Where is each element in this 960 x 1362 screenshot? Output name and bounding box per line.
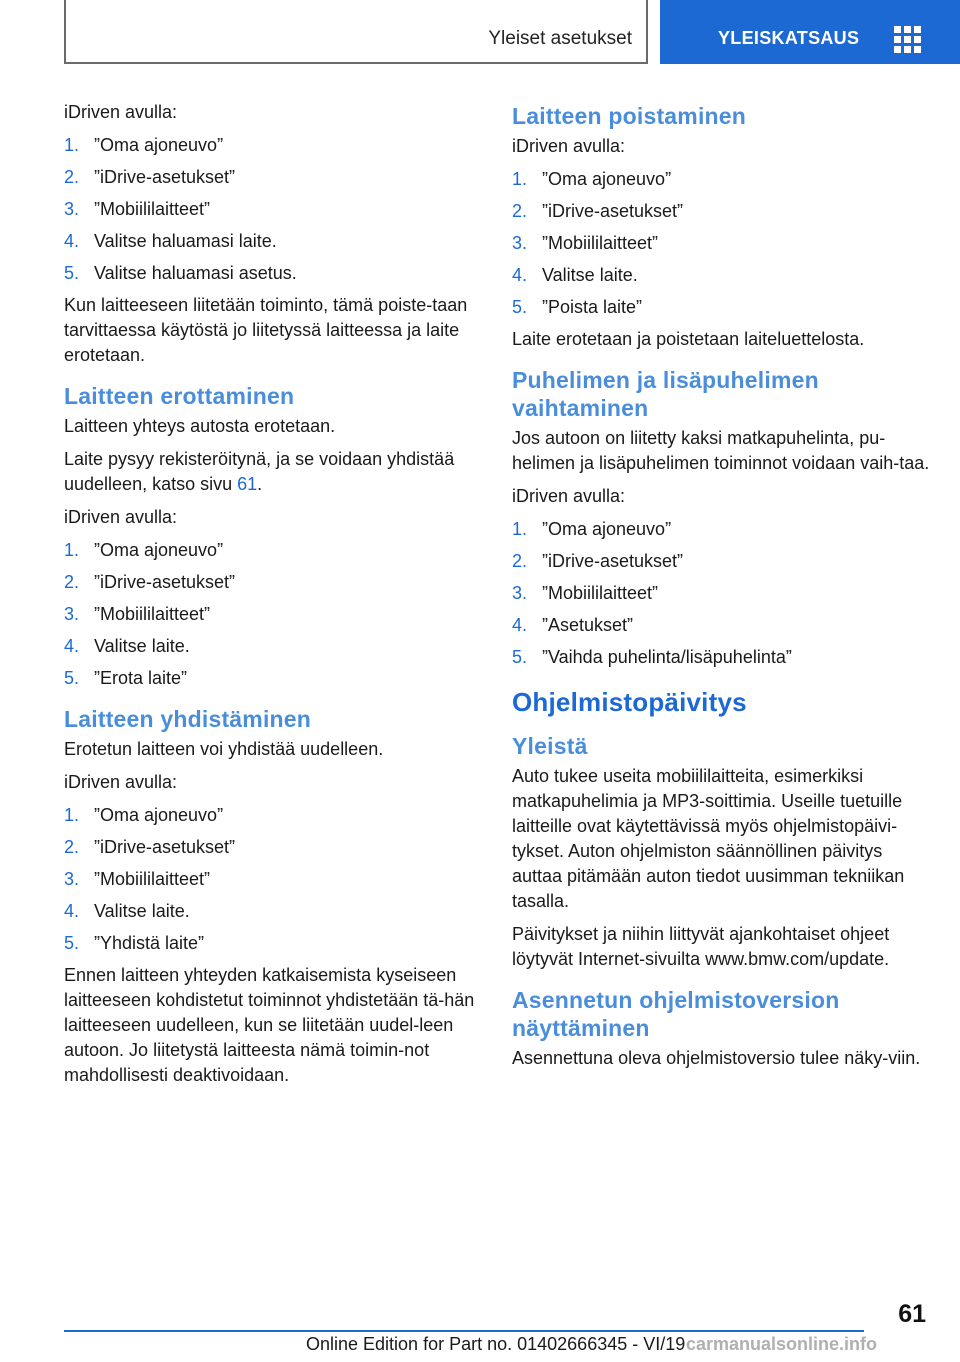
list-number: 3. bbox=[512, 583, 528, 603]
steps-list-1 bbox=[64, 133, 482, 286]
list-number: 2. bbox=[64, 837, 80, 857]
list-item-text: ”Mobiililaitteet” bbox=[542, 583, 659, 603]
list-item-text: ”Asetukset” bbox=[542, 615, 634, 635]
list-item-text: ”Oma ajoneuvo” bbox=[542, 169, 672, 189]
list-number: 1. bbox=[64, 540, 80, 560]
list-item-text: ”iDrive-asetukset” bbox=[542, 201, 684, 221]
list-number: 5. bbox=[64, 933, 80, 953]
list-item-text: ”Poista laite” bbox=[542, 297, 643, 317]
list-item bbox=[64, 538, 482, 563]
heading-versio: Asennetun ohjelmistoversion näyttäminen bbox=[512, 987, 840, 1041]
page-number: 61 bbox=[898, 1300, 926, 1328]
list-item-text: ”Oma ajoneuvo” bbox=[94, 805, 224, 825]
list-item bbox=[64, 867, 482, 892]
list-item bbox=[512, 167, 930, 192]
list-item bbox=[64, 133, 482, 158]
page-link[interactable]: 61 bbox=[237, 474, 258, 494]
list-number: 1. bbox=[512, 169, 528, 189]
paragraph: Erotetun laitteen voi yhdistää uudelleen. bbox=[64, 739, 384, 759]
list-item bbox=[64, 931, 482, 956]
list-item-text: ”Oma ajoneuvo” bbox=[94, 540, 224, 560]
list-item bbox=[64, 803, 482, 828]
list-item bbox=[64, 602, 482, 627]
list-number: 4. bbox=[64, 901, 80, 921]
list-item-text: Valitse haluamasi asetus. bbox=[94, 263, 297, 283]
footer-edition: Online Edition for Part no. 01402666345 - VI/19 bbox=[306, 1334, 686, 1354]
list-number: 3. bbox=[512, 233, 528, 253]
list-number: 5. bbox=[64, 668, 80, 688]
list-item bbox=[512, 645, 930, 670]
list-number: 2. bbox=[64, 167, 80, 187]
chapter-title: Yleiset asetukset bbox=[488, 28, 632, 49]
list-number: 4. bbox=[512, 265, 528, 285]
idrive-label: iDriven avulla: bbox=[512, 136, 626, 156]
paragraph: Kun laitteeseen liitetään toiminto, tämä poiste-taan tarvittaessa käytöstä jo liitetyssä laitteessa ja laite erotetaan. bbox=[64, 295, 468, 365]
list-item bbox=[64, 899, 482, 924]
paragraph: Laite erotetaan ja poistetaan laiteluettelosta. bbox=[512, 329, 865, 349]
heading-yleista: Yleistä bbox=[512, 733, 588, 759]
footer-watermark: carmanualsonline.info bbox=[686, 1334, 878, 1354]
list-number: 4. bbox=[64, 231, 80, 251]
heading-poistaminen: Laitteen poistaminen bbox=[512, 103, 747, 129]
intro-label: iDriven avulla: bbox=[64, 102, 178, 122]
paragraph: Auto tukee useita mobiililaitteita, esimerkiksi matkapuhelimia ja MP3-soittimia. Useille tuetuille laitteille ovat käytettävissä myös ohjelmistopäivi-tykset. Auton ohjelmiston säännöllinen päivitys auttaa pitämään auton tiedot uusimman tekniikan tasalla. bbox=[512, 766, 905, 911]
list-item-text: ”Mobiililaitteet” bbox=[94, 199, 211, 219]
list-number: 3. bbox=[64, 199, 80, 219]
heading-vaihtaminen: Puhelimen ja lisäpuhelimen vaihtaminen bbox=[512, 367, 819, 421]
footer-divider bbox=[64, 1330, 864, 1332]
list-item-text: ”iDrive-asetukset” bbox=[542, 551, 684, 571]
list-item-text: ”iDrive-asetukset” bbox=[94, 837, 236, 857]
steps-list-4 bbox=[512, 167, 930, 320]
idrive-label: iDriven avulla: bbox=[64, 507, 178, 527]
list-item bbox=[64, 261, 482, 286]
paragraph: Päivitykset ja niihin liittyvät ajankohtaiset ohjeet löytyvät Internet-sivuilta www.bmw.com/update. bbox=[512, 924, 890, 969]
list-item-text: ”Oma ajoneuvo” bbox=[94, 135, 224, 155]
list-item-text: ”Yhdistä laite” bbox=[94, 933, 205, 953]
list-item bbox=[64, 570, 482, 595]
list-number: 3. bbox=[64, 604, 80, 624]
heading-yhdistaminen: Laitteen yhdistäminen bbox=[64, 706, 312, 732]
header-chapter-box bbox=[64, 0, 648, 64]
list-item bbox=[512, 199, 930, 224]
paragraph: Laitteen yhteys autosta erotetaan. bbox=[64, 416, 336, 436]
left-column bbox=[64, 100, 482, 1096]
list-item-text: Valitse laite. bbox=[94, 636, 190, 656]
list-item bbox=[512, 231, 930, 256]
grid-icon bbox=[894, 26, 922, 54]
list-item-text: ”Vaihda puhelinta/lisäpuhelinta” bbox=[542, 647, 792, 667]
list-item-text: Valitse haluamasi laite. bbox=[94, 231, 277, 251]
list-number: 3. bbox=[64, 869, 80, 889]
list-item-text: Valitse laite. bbox=[542, 265, 638, 285]
list-item-text: ”Mobiililaitteet” bbox=[94, 604, 211, 624]
list-number: 5. bbox=[512, 647, 528, 667]
list-item bbox=[512, 549, 930, 574]
paragraph-with-link: Laite pysyy rekisteröitynä, ja se voidaan yhdistää uudelleen, katso sivu 61. bbox=[64, 449, 455, 494]
list-number: 5. bbox=[64, 263, 80, 283]
steps-list-5 bbox=[512, 517, 930, 670]
list-item bbox=[512, 581, 930, 606]
header-section-tab[interactable] bbox=[660, 0, 960, 64]
list-number: 1. bbox=[64, 805, 80, 825]
list-item-text: ”Erota laite” bbox=[94, 668, 188, 688]
list-item bbox=[512, 517, 930, 542]
list-item bbox=[512, 295, 930, 320]
right-column bbox=[512, 100, 930, 1079]
list-item bbox=[64, 229, 482, 254]
list-item-text: ”Mobiililaitteet” bbox=[94, 869, 211, 889]
idrive-label: iDriven avulla: bbox=[64, 772, 178, 792]
section-label: YLEISKATSAUS bbox=[718, 28, 860, 48]
list-number: 5. bbox=[512, 297, 528, 317]
list-item bbox=[64, 835, 482, 860]
steps-list-3 bbox=[64, 803, 482, 956]
steps-list-2 bbox=[64, 538, 482, 691]
list-item-text: ”iDrive-asetukset” bbox=[94, 572, 236, 592]
heading-erottaminen: Laitteen erottaminen bbox=[64, 383, 295, 409]
list-number: 2. bbox=[64, 572, 80, 592]
list-item bbox=[64, 197, 482, 222]
heading-ohjelmistopaivitys: Ohjelmistopäivitys bbox=[512, 687, 747, 717]
paragraph: Ennen laitteen yhteyden katkaisemista kyseiseen laitteeseen kohdistetut toiminnot yhdistetään tä-hän laitteeseen uudelleen, kun se liitetään uudel-leen autoon. Jo liitetystä laitteesta nämä toimin-not mahdollisesti deaktivoidaan. bbox=[64, 965, 475, 1085]
list-item bbox=[512, 263, 930, 288]
list-number: 4. bbox=[512, 615, 528, 635]
paragraph: Asennettuna oleva ohjelmistoversio tulee näky-viin. bbox=[512, 1048, 921, 1068]
list-number: 1. bbox=[64, 135, 80, 155]
list-item bbox=[64, 666, 482, 691]
list-number: 2. bbox=[512, 551, 528, 571]
list-item-text: ”Mobiililaitteet” bbox=[542, 233, 659, 253]
list-number: 2. bbox=[512, 201, 528, 221]
list-item bbox=[64, 165, 482, 190]
list-item bbox=[512, 613, 930, 638]
list-item-text: Valitse laite. bbox=[94, 901, 190, 921]
list-item-text: ”iDrive-asetukset” bbox=[94, 167, 236, 187]
list-item bbox=[64, 634, 482, 659]
idrive-label: iDriven avulla: bbox=[512, 486, 626, 506]
list-item-text: ”Oma ajoneuvo” bbox=[542, 519, 672, 539]
paragraph: Jos autoon on liitetty kaksi matkapuhelinta, pu-helimen ja lisäpuhelimen toiminnot voidaan vaih-taa. bbox=[512, 428, 930, 473]
list-number: 4. bbox=[64, 636, 80, 656]
list-number: 1. bbox=[512, 519, 528, 539]
